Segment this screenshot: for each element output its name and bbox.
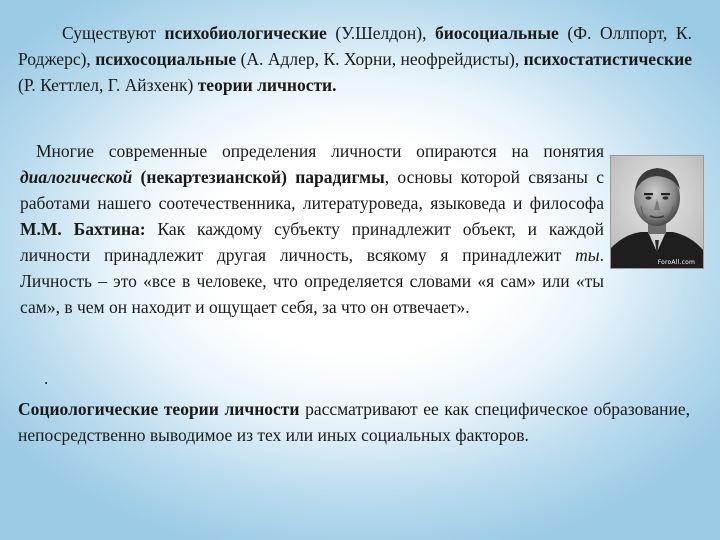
- dialogic-paragraph: [20, 138, 604, 320]
- text-span: (Ф. Оллпорт, К. Роджерс),: [18, 23, 692, 69]
- term-dialogic: диалогической: [20, 167, 133, 187]
- text-span: рассматривают ее как специфическое образование, непосредственно выводимое из тех или иных социальных факторов.: [18, 399, 690, 445]
- term-personality-theories: теории личности.: [197, 75, 337, 95]
- term-psychobiological: психобиологические: [164, 23, 327, 43]
- text-span: (Р. Кеттлел, Г. Айзхенк): [18, 75, 198, 95]
- text-span: (У.Шелдон),: [326, 23, 436, 43]
- portrait-photo: [610, 155, 704, 269]
- stray-dot: .: [44, 369, 49, 388]
- text-span: , основы которой связаны с работами нашего соотечественника, литературоведа, языковеда и философа: [20, 167, 604, 213]
- text-span: Многие современные определения личности опираются на понятия: [36, 141, 604, 161]
- term-psychostatistical: психостатистические: [523, 49, 692, 69]
- intro-paragraph: [18, 20, 692, 98]
- name-bakhtin: М.М. Бахтина:: [20, 219, 146, 239]
- term-sociological-theories: Социологические теории личности: [18, 399, 300, 419]
- text-span: . Личность – это «все в человеке, что определяется словами «я сам» или «ты сам», в чем он находит и ощущает себя, за что он отвечает».: [20, 245, 604, 317]
- portrait-icon: [611, 156, 703, 268]
- text-span: (А. Адлер, К. Хорни, неофрейдисты),: [236, 49, 524, 69]
- term-paradigm: (некартезианской) парадигмы: [132, 167, 385, 187]
- sociological-paragraph: [18, 396, 690, 448]
- text-span: Существуют: [62, 23, 165, 43]
- term-biosocial: биосоциальные: [435, 23, 559, 43]
- word-ty: ты: [575, 245, 600, 265]
- term-psychosocial: психосоциальные: [95, 49, 237, 69]
- photo-credit: ForoAll.com: [657, 259, 695, 266]
- text-span: Как каждому субъекту принадлежит объект, и каждой личности принадлежит другая личность, всякому я принадлежит: [20, 219, 604, 265]
